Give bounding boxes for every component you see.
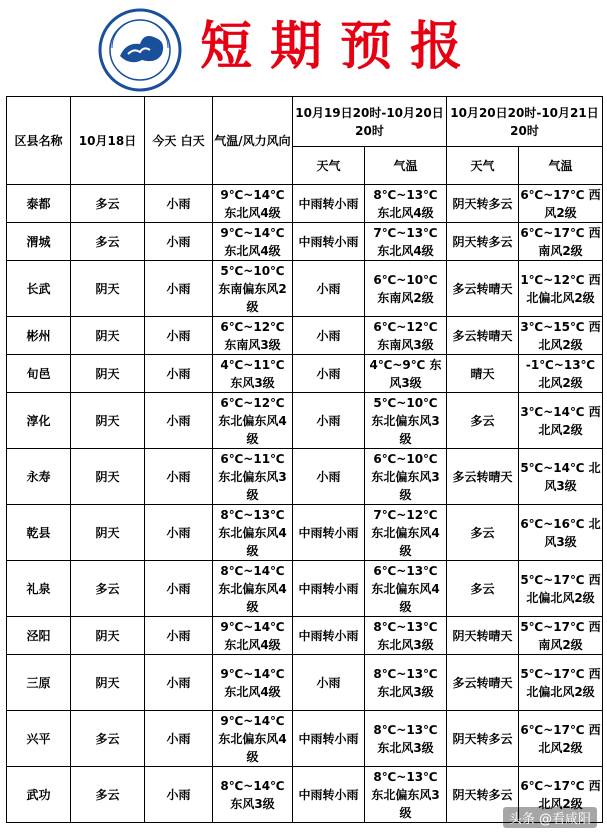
region-name: 渭城 [7,223,71,261]
today-day-weather: 小雨 [145,655,213,711]
region-name: 旬邑 [7,355,71,393]
oct18-weather: 阴天 [71,355,145,393]
table-row [7,449,603,505]
table-row [7,617,603,655]
period2-temp: 6℃~17℃ 西北风2级 [519,711,603,767]
header-period-2: 10月20日20时-10月21日20时 [447,97,603,147]
temp-wind: 8℃~14℃ 东风3级 [213,767,293,823]
forecast-table-body [7,185,603,823]
period2-temp: 6℃~17℃ 西北风2级 [519,767,603,823]
period1-weather: 中雨转小雨 [293,185,365,223]
period1-temp: 5℃~10℃ 东北偏东风3级 [365,393,447,449]
period1-temp: 8℃~13℃ 东北风3级 [365,617,447,655]
period2-weather: 多云转晴天 [447,261,519,317]
temp-wind: 9℃~14℃ 东北风4级 [213,185,293,223]
region-name: 礼泉 [7,561,71,617]
region-name: 淳化 [7,393,71,449]
temp-wind: 9℃~14℃ 东北风4级 [213,223,293,261]
period2-temp: 6℃~16℃ 北风3级 [519,505,603,561]
region-name: 泰都 [7,185,71,223]
period2-weather: 多云转晴天 [447,317,519,355]
oct18-weather: 多云 [71,711,145,767]
region-name: 武功 [7,767,71,823]
header [0,0,607,96]
today-day-weather: 小雨 [145,185,213,223]
today-day-weather: 小雨 [145,449,213,505]
today-day-weather: 小雨 [145,223,213,261]
temp-wind: 8℃~13℃ 东北偏东风4级 [213,505,293,561]
today-day-weather: 小雨 [145,617,213,655]
period2-temp: 1℃~12℃ 西北偏北风2级 [519,261,603,317]
period2-temp: 5℃~17℃ 西北偏北风2级 [519,561,603,617]
period1-weather: 中雨转小雨 [293,505,365,561]
period1-weather: 小雨 [293,261,365,317]
period2-temp: 3℃~15℃ 西北风2级 [519,317,603,355]
header-date-18: 10月18日 [71,97,145,185]
period1-temp: 7℃~12℃ 东北偏东风4级 [365,505,447,561]
period1-temp: 6℃~10℃ 东北偏东风3级 [365,449,447,505]
period1-weather: 中雨转小雨 [293,561,365,617]
header-weather-1: 天气 [293,147,365,185]
page-title: 短期预报 [200,16,481,77]
period1-temp: 6℃~13℃ 东北偏东风4级 [365,561,447,617]
header-region: 区县名称 [7,97,71,185]
period1-weather: 小雨 [293,317,365,355]
period1-temp: 8℃~13℃ 东北风3级 [365,655,447,711]
table-row [7,185,603,223]
oct18-weather: 阴天 [71,655,145,711]
period1-weather: 小雨 [293,655,365,711]
period2-weather: 多云 [447,561,519,617]
period1-temp: 8℃~13℃ 东北风4级 [365,185,447,223]
period2-weather: 晴天 [447,355,519,393]
oct18-weather: 多云 [71,223,145,261]
period2-temp: 5℃~14℃ 北风3级 [519,449,603,505]
header-temp-wind: 气温/风力风向 [213,97,293,185]
period1-temp: 8℃~13℃ 东北偏东风3级 [365,767,447,823]
temp-wind: 4℃~11℃ 东风3级 [213,355,293,393]
period2-temp: 6℃~17℃ 西南风2级 [519,223,603,261]
region-name: 永寿 [7,449,71,505]
period1-temp: 8℃~13℃ 东北风3级 [365,711,447,767]
oct18-weather: 多云 [71,185,145,223]
forecast-table [6,96,603,823]
today-day-weather: 小雨 [145,711,213,767]
temp-wind: 9℃~14℃ 东北风4级 [213,655,293,711]
temp-wind: 6℃~11℃ 东北偏东风3级 [213,449,293,505]
period2-weather: 阴天转多云 [447,185,519,223]
temp-wind: 6℃~12℃ 东南风3级 [213,317,293,355]
table-row [7,355,603,393]
today-day-weather: 小雨 [145,393,213,449]
region-name: 长武 [7,261,71,317]
oct18-weather: 阴天 [71,617,145,655]
table-row [7,505,603,561]
oct18-weather: 阴天 [71,505,145,561]
oct18-weather: 阴天 [71,261,145,317]
table-row [7,393,603,449]
period2-temp: 3℃~14℃ 西北风2级 [519,393,603,449]
oct18-weather: 多云 [71,561,145,617]
header-weather-2: 天气 [447,147,519,185]
period1-temp: 4℃~9℃ 东风3级 [365,355,447,393]
table-row [7,317,603,355]
period2-weather: 阴天转晴天 [447,617,519,655]
period1-temp: 6℃~12℃ 东南风3级 [365,317,447,355]
header-today-day: 今天 白天 [145,97,213,185]
temp-wind: 6℃~12℃ 东北偏东风4级 [213,393,293,449]
period1-weather: 中雨转小雨 [293,223,365,261]
region-name: 乾县 [7,505,71,561]
period2-weather: 多云 [447,505,519,561]
region-name: 三原 [7,655,71,711]
table-row [7,223,603,261]
period2-weather: 阴天转多云 [447,767,519,823]
today-day-weather: 小雨 [145,317,213,355]
today-day-weather: 小雨 [145,767,213,823]
period1-weather: 小雨 [293,449,365,505]
period2-temp: 6℃~17℃ 西风2级 [519,185,603,223]
table-row [7,561,603,617]
meteorology-logo-icon [98,8,182,92]
period1-weather: 中雨转小雨 [293,767,365,823]
region-name: 泾阳 [7,617,71,655]
table-row [7,711,603,767]
temp-wind: 8℃~14℃ 东北偏东风4级 [213,561,293,617]
period2-weather: 阴天转多云 [447,711,519,767]
watermark: 头条 @看咸阳 [503,807,597,828]
header-period-1: 10月19日20时-10月20日20时 [293,97,447,147]
today-day-weather: 小雨 [145,561,213,617]
period1-temp: 7℃~13℃ 东北风4级 [365,223,447,261]
region-name: 兴平 [7,711,71,767]
period1-weather: 小雨 [293,355,365,393]
today-day-weather: 小雨 [145,355,213,393]
period2-temp: -1℃~13℃ 北风2级 [519,355,603,393]
oct18-weather: 阴天 [71,393,145,449]
period2-weather: 多云转晴天 [447,449,519,505]
period1-weather: 小雨 [293,393,365,449]
period1-temp: 6℃~10℃ 东南风2级 [365,261,447,317]
table-row [7,261,603,317]
oct18-weather: 阴天 [71,449,145,505]
table-row [7,655,603,711]
header-temp-1: 气温 [365,147,447,185]
period1-weather: 中雨转小雨 [293,617,365,655]
oct18-weather: 多云 [71,767,145,823]
oct18-weather: 阴天 [71,317,145,355]
period2-weather: 阴天转多云 [447,223,519,261]
today-day-weather: 小雨 [145,505,213,561]
region-name: 彬州 [7,317,71,355]
period1-weather: 中雨转小雨 [293,711,365,767]
period2-temp: 5℃~17℃ 西北偏北风2级 [519,655,603,711]
temp-wind: 9℃~14℃ 东北偏东风4级 [213,711,293,767]
period2-weather: 多云转晴天 [447,655,519,711]
temp-wind: 5℃~10℃ 东南偏东风2级 [213,261,293,317]
header-temp-2: 气温 [519,147,603,185]
temp-wind: 9℃~14℃ 东北风4级 [213,617,293,655]
today-day-weather: 小雨 [145,261,213,317]
period2-temp: 5℃~17℃ 西南风2级 [519,617,603,655]
period2-weather: 多云 [447,393,519,449]
